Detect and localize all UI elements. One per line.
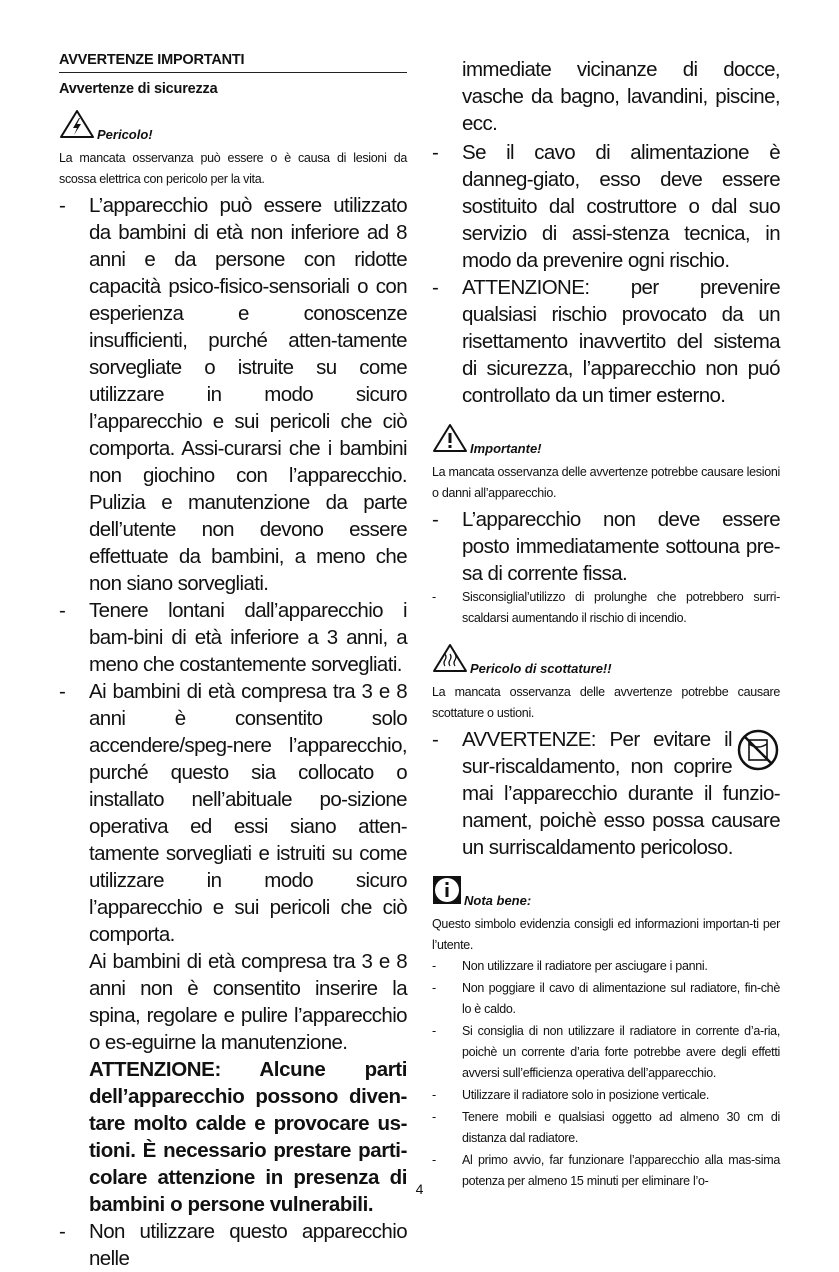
list-item [59, 678, 407, 1218]
list-item [59, 192, 407, 597]
burn-list [432, 726, 780, 861]
do-not-cover-icon [736, 728, 780, 779]
list-item-text: Se il cavo di alimentazione è danneg-giato, esso deve essere sostituito dal costruttore o dal suo servizio di assi-stenza tecnica, in modo da prevenire ogni rischio. [462, 141, 780, 272]
list-item [432, 1021, 780, 1084]
list-item [432, 1107, 780, 1149]
danger-text: La mancata osservanza può essere o è causa di lesioni da scossa elettrica con pericolo per la vita. [59, 151, 407, 186]
important-list [432, 506, 780, 587]
danger-list-continued [432, 139, 780, 409]
list-item [432, 956, 780, 977]
right-column [432, 56, 780, 1193]
list-dash: - [432, 1153, 436, 1167]
list-item-text: Sisconsiglial’utilizzo di prolunghe che potrebbero surri-scaldarsi aumentando il rischio di incendio. [462, 590, 780, 625]
list-dash: - [432, 1110, 436, 1124]
list-item-text: AVVERTENZE: Per evitare il sur-riscaldamento, non coprire mai l’apparecchio durante il funzio-nament, poichè esso possa causare un surriscaldamento pericoloso. [462, 728, 780, 859]
list-dash: - [432, 728, 439, 751]
list-dash: - [432, 1024, 436, 1038]
note-list [432, 956, 780, 1192]
page-title: AVVERTENZE IMPORTANTI [59, 52, 407, 73]
important-section [432, 423, 780, 629]
list-dash: - [59, 194, 66, 217]
section-subtitle: Avvertenze di sicurezza [59, 81, 218, 97]
list-item-warning-bold: ATTENZIONE: Alcune parti dell’apparecchio possono diven-tare molto calde e provocare us-tioni. È necessario prestare parti-colare attenzione in presenza di bambini o persone vulnerabili. [89, 1058, 407, 1216]
list-dash: - [59, 599, 66, 622]
note-label: Nota bene: [464, 893, 532, 908]
list-dash: - [59, 680, 66, 703]
list-dash: - [59, 1220, 66, 1243]
burn-text: La mancata osservanza delle avvertenze potrebbe causare scottature o ustioni. [432, 685, 780, 720]
continued-text: immediate vicinanze di docce, vasche da bagno, lavandini, piscine, ecc. [462, 58, 780, 135]
list-item-text: Non utilizzare questo apparecchio nelle [89, 1220, 407, 1270]
list-item [432, 1085, 780, 1106]
list-item [432, 139, 780, 274]
list-item [432, 274, 780, 409]
list-dash: - [432, 959, 436, 973]
important-text: La mancata osservanza delle avvertenze potrebbe causare lesioni o danni all’apparecchio. [432, 465, 780, 500]
note-heading [432, 875, 780, 910]
list-item [432, 978, 780, 1020]
list-item-text: Tenere mobili e qualsiasi oggetto ad almeno 30 cm di distanza dal radiatore. [462, 1110, 780, 1145]
warning-exclamation-icon [432, 423, 468, 458]
list-item-text-extra: Ai bambini di età compresa tra 3 e 8 anni non è consentito inserire la spina, regolare e pulire l’apparecchio o es-eguirne la manutenzione. [89, 950, 407, 1054]
list-item-text: Ai bambini di età compresa tra 3 e 8 anni è consentito solo accendere/speg-nere l’apparecchio, purché questo sia collocato o installato nell’abituale po-sizione operativa ed essi siano atten-tamente sorvegliati e istruiti su come utilizzare in modo sicuro l’apparecchio e sui pericoli che ciò comporta. [89, 680, 407, 946]
burn-section [432, 643, 780, 861]
list-item [59, 1218, 407, 1272]
list-item [59, 597, 407, 678]
electric-hazard-icon [59, 109, 95, 144]
list-item-text: Si consiglia di non utilizzare il radiatore in corrente d’a-ria, poichè un corrente d’aria forte potrebbe avere degli effetti avversi sull’efficienza operativa dell’apparecchio. [462, 1024, 780, 1080]
burn-label: Pericolo di scottature!! [470, 661, 612, 676]
page-number: 4 [415, 1181, 424, 1197]
important-heading [432, 423, 780, 458]
danger-label: Pericolo! [97, 127, 153, 142]
important-small-list [432, 587, 780, 629]
list-item-text: Tenere lontani dall’apparecchio i bam-bini di età inferiore a 3 anni, a meno che costantemente sorvegliati. [89, 599, 407, 676]
danger-list [59, 192, 407, 1272]
note-section [432, 875, 780, 1192]
list-dash: - [432, 1088, 436, 1102]
hot-surface-icon [432, 643, 468, 678]
list-item-text: Non utilizzare il radiatore per asciugare i panni. [462, 959, 708, 973]
list-dash: - [432, 141, 439, 164]
note-text: Questo simbolo evidenzia consigli ed informazioni importan-ti per l’utente. [432, 917, 780, 952]
list-item-text: ATTENZIONE: per prevenire qualsiasi rischio provocato da un risettamento inavvertito del sistema di sicurezza, l’apparecchio non puó controllato da un timer esterno. [462, 276, 780, 407]
info-icon [432, 875, 462, 910]
list-dash: - [432, 590, 436, 604]
list-item [432, 587, 780, 629]
list-item-text: L’apparecchio non deve essere posto immediatamente sottouna pre-sa di corrente fissa. [462, 508, 780, 585]
list-item-text: Utilizzare il radiatore solo in posizione verticale. [462, 1088, 710, 1102]
list-dash: - [432, 508, 439, 531]
important-label: Importante! [470, 441, 542, 456]
list-item-text: Al primo avvio, far funzionare l’apparecchio alla mas-sima potenza per almeno 15 minuti per eliminare l’o- [462, 1153, 780, 1188]
left-column [59, 52, 407, 1272]
burn-heading [432, 643, 780, 678]
list-dash: - [432, 981, 436, 995]
list-item [432, 506, 780, 587]
danger-heading [59, 109, 407, 144]
list-item-text: L’apparecchio può essere utilizzato da bambini di età non inferiore ad 8 anni e da persone con ridotte capacità psico-fisico-sensoriali o con esperienza e conoscenze insufficienti, purché atten-tamente sorvegliate o istruite su come utilizzare in modo sicuro l’apparecchio e sui pericoli che ciò comporta. Assi-curarsi che i bambini non giochino con l’apparecchio. Pulizia e manutenzione da parte dell’utente non devono essere effettuate da bambini, a meno che non siano sorvegliati. [89, 194, 407, 595]
list-item [432, 726, 780, 861]
list-item-text: Non poggiare il cavo di alimentazione sul radiatore, fin-chè lo è caldo. [462, 981, 780, 1016]
list-dash: - [432, 276, 439, 299]
